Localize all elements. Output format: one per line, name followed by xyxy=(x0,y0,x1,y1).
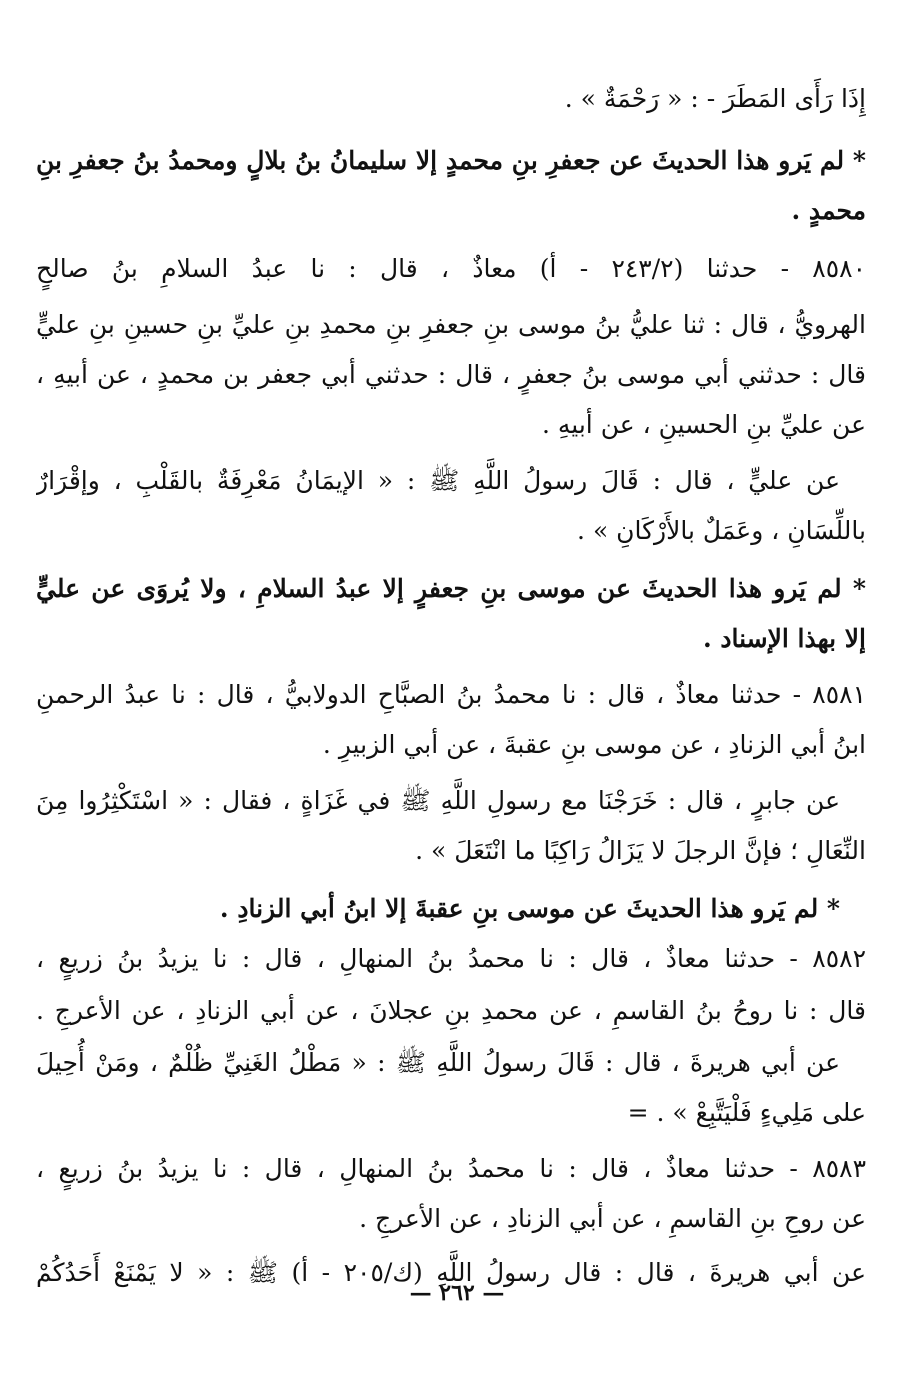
page-number: — ٢٦٢ — xyxy=(409,1280,505,1306)
text-line: عن جابرٍ ، قال : خَرَجْنَا مع رسولِ اللَّهِ ﷺ في غَزَاةٍ ، فقال : « اسْتَكْثِرُوا مِنَ xyxy=(36,786,840,815)
text-line: باللِّسَانِ ، وعَمَلٌ بالأَرْكَانِ » . xyxy=(577,516,866,545)
text-line: قال : حدثني أبي موسى بنُ جعفرٍ ، قال : حدثني أبي جعفر بن محمدٍ ، عن أبيهِ ، xyxy=(36,360,866,389)
hadith-heading-8581: ٨٥٨١ - حدثنا معاذٌ ، قال : نا محمدُ بنُ الصبَّاحِ الدولابيُّ ، قال : نا عبدُ الرحمنِ xyxy=(36,680,866,709)
commentary-line: * لم يَرو هذا الحديثَ عن جعفرِ بنِ محمدٍ إلا سليمانُ بنُ بلالٍ ومحمدُ بنُ جعفرِ بنِ xyxy=(36,146,866,175)
hadith-heading-8580: ٨٥٨٠ - حدثنا (٢٤٣/٢ - أ) معاذٌ ، قال : نا عبدُ السلامِ بنُ صالحٍ xyxy=(36,254,866,283)
text-line: النِّعَالِ ؛ فإنَّ الرجلَ لا يَزَالُ رَاكِبًا ما انْتَعَلَ » . xyxy=(415,836,866,865)
hadith-heading-8583: ٨٥٨٣ - حدثنا معاذٌ ، قال : نا محمدُ بنُ المنهالِ ، قال : نا يزيدُ بنُ زريعٍ ، xyxy=(36,1154,866,1183)
text-line: عن أبي هريرةَ ، قال : قال رسولُ اللَّهِ (ك/٢٠٥ - أ) ﷺ : « لا يَمْنَعْ أَحَدُكُمْ xyxy=(36,1258,866,1287)
commentary-line: * لم يَرو هذا الحديثَ عن موسى بنِ جعفرٍ إلا عبدُ السلامِ ، ولا يُروَى عن عليٍّ xyxy=(36,574,866,603)
text-line: عن أبي هريرةَ ، قال : قَالَ رسولُ اللَّهِ ﷺ : « مَطْلُ الغَنِيِّ ظُلْمٌ ، ومَنْ أُحِيلَ xyxy=(36,1048,840,1077)
hadith-heading-8582: ٨٥٨٢ - حدثنا معاذٌ ، قال : نا محمدُ بنُ المنهالِ ، قال : نا يزيدُ بنُ زريعٍ ، xyxy=(36,944,866,973)
page-text-block xyxy=(36,70,866,1340)
commentary-line: إلا بهذا الإسناد . xyxy=(702,624,866,653)
text-line: قال : نا روحُ بنُ القاسمِ ، عن محمدِ بنِ عجلانَ ، عن أبي الزنادِ ، عن الأعرجِ . xyxy=(36,996,866,1025)
text-line: عن عليٍّ ، قال : قَالَ رسولُ اللَّهِ ﷺ : « الإيمَانُ مَعْرِفَةٌ بالقَلْبِ ، وإقْرَارٌ xyxy=(36,466,840,495)
text-line: الهرويُّ ، قال : ثنا عليُّ بنُ موسى بنِ جعفرِ بنِ محمدِ بنِ عليِّ بنِ حسينِ بنِ عليٍّ xyxy=(36,310,866,339)
text-line: عن روحِ بنِ القاسمِ ، عن أبي الزنادِ ، عن الأعرجِ . xyxy=(359,1204,866,1233)
text-line: على مَلِيءٍ فَلْيَتَّبِعْ » . = xyxy=(627,1098,866,1127)
commentary-line: * لم يَرو هذا الحديثَ عن موسى بنِ عقبةَ إلا ابنُ أبي الزنادِ . xyxy=(219,894,840,923)
text-line: إِذَا رَأَى المَطَرَ - : « رَحْمَةٌ » . xyxy=(564,84,866,113)
commentary-line: محمدٍ . xyxy=(791,196,866,225)
text-line: عن عليِّ بنِ الحسينِ ، عن أبيهِ . xyxy=(542,410,866,439)
text-line: ابنُ أبي الزنادِ ، عن موسى بنِ عقبةَ ، عن أبي الزبيرِ . xyxy=(322,730,866,759)
